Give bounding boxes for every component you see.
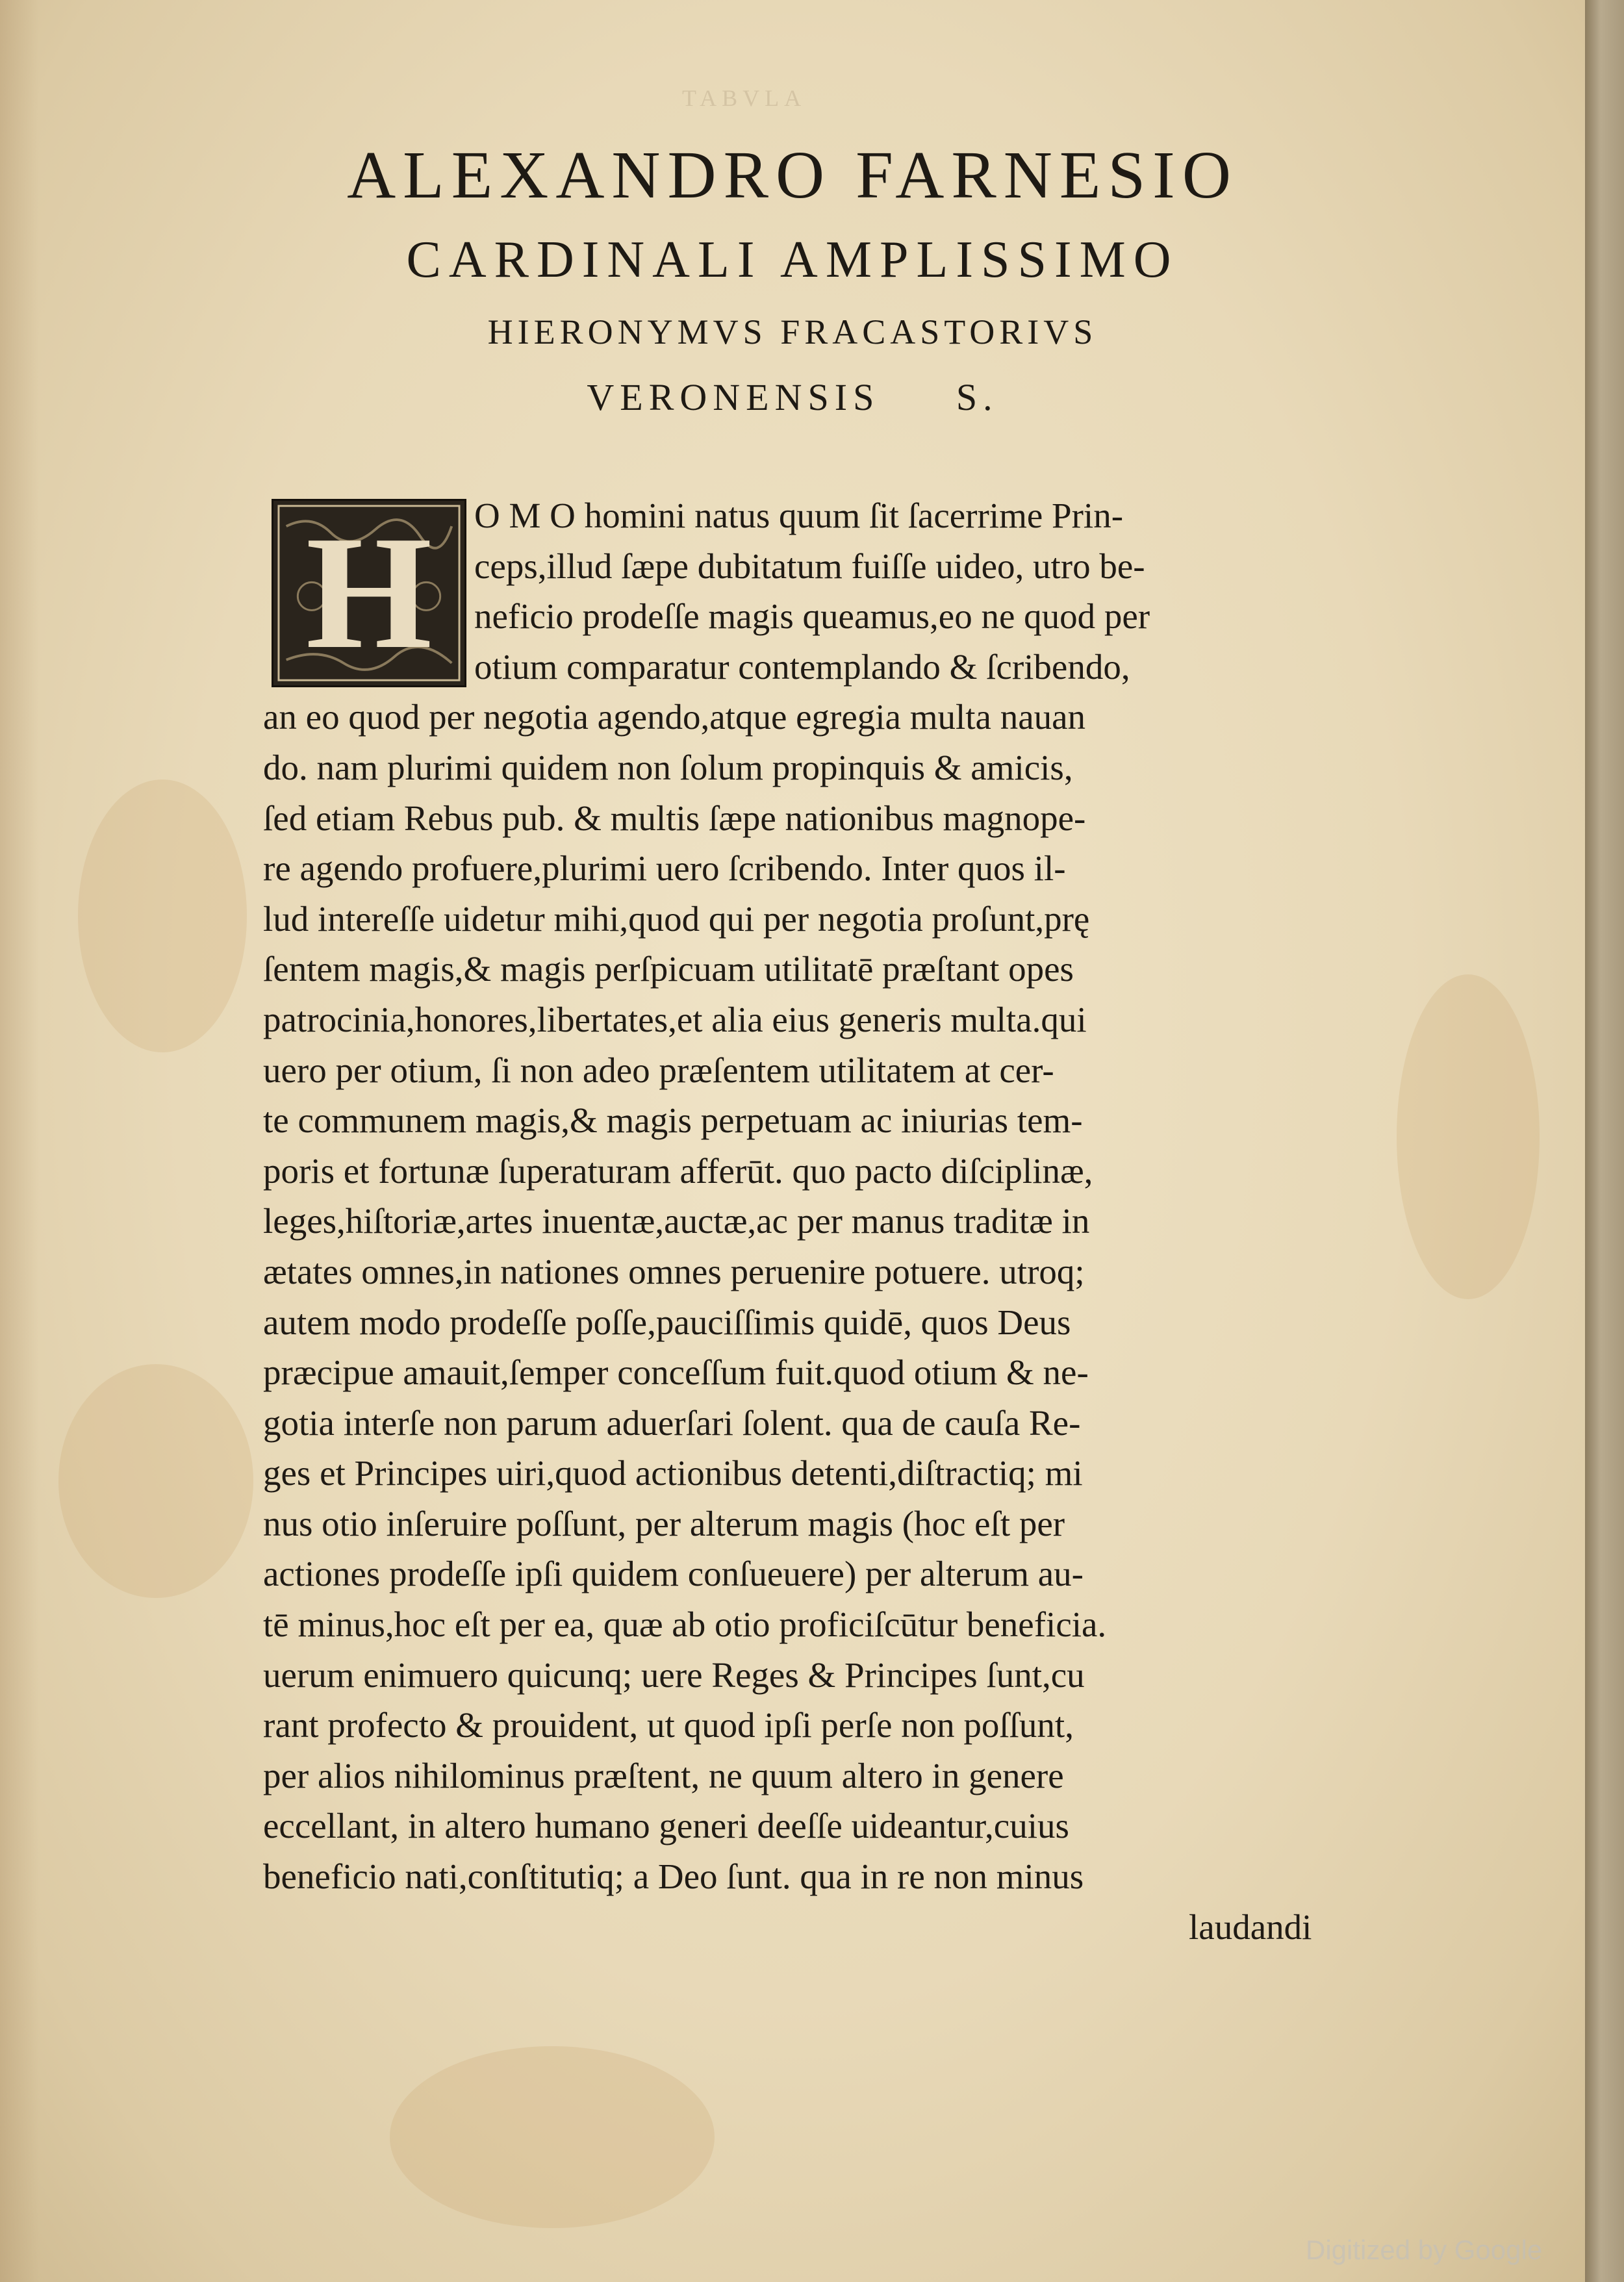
body-text [263, 490, 1380, 1902]
foxing-stain [78, 780, 247, 1052]
text-line: ſed etiam Rebus pub. & multis ſæpe nationibus magnope- [263, 798, 1086, 838]
text-line: per alios nihilominus præſtent, ne quum altero in genere [263, 1755, 1064, 1795]
digitized-watermark: Digitized by Google [1306, 2235, 1543, 2265]
text-line: eccellant, in altero humano generi deeſſe uideantur,cuius [263, 1806, 1069, 1846]
heading-line-1: ALEXANDRO FARNESIO [347, 138, 1238, 212]
text-line: leges,hiſtoriæ,artes inuentæ,auctæ,ac per manus traditæ in [263, 1201, 1090, 1241]
text-line: patrocinia,honores,libertates,et alia eius generis multa.qui [263, 999, 1087, 1039]
text-line: uero per otium, ſi non adeo præſentem utilitatem at cer- [263, 1050, 1054, 1090]
text-line: tē minus,hoc eſt per ea, quæ ab otio proficiſcūtur beneficia. [263, 1604, 1107, 1645]
text-line: O M O homini natus quum ſit ſacerrime Prin- [474, 496, 1124, 535]
text-line: an eo quod per negotia agendo,atque egregia multa nauan [263, 697, 1086, 737]
foxing-stain [1397, 974, 1540, 1299]
text-line: ceps,illud ſæpe dubitatum fuiſſe uideo, utro be- [474, 546, 1145, 586]
text-line: ætates omnes,in nationes omnes peruenire potuere. utroq; [263, 1251, 1085, 1291]
heading-line-4: VERONENSIS S. [587, 376, 998, 418]
initial-letter: H [305, 503, 433, 683]
heading-line-3: HIERONYMVS FRACASTORIVS [487, 312, 1098, 351]
text-line: otium comparatur contemplando & ſcribendo, [474, 646, 1130, 687]
text-line: do. nam plurimi quidem non ſolum propinquis & amicis, [263, 747, 1073, 787]
text-line: ges et Principes uiri,quod actionibus detenti,diſtractiq; mi [263, 1453, 1083, 1493]
text-line: gotia interſe non parum aduerſari ſolent. qua de cauſa Re- [263, 1402, 1081, 1443]
text-line: actiones prodeſſe ipſi quidem conſueuere) per alterum au- [263, 1554, 1084, 1594]
text-line: neficio prodeſſe magis queamus,eo ne quod per [474, 596, 1150, 637]
heading-line-2: CARDINALI AMPLISSIMO [406, 231, 1179, 288]
text-line: ſentem magis,& magis perſpicuam utilitatē præſtant opes [263, 949, 1074, 989]
text-line: beneficio nati,conſtitutiq; a Deo ſunt. qua in re non minus [263, 1857, 1084, 1897]
text-line: lud intereſſe uidetur mihi,quod qui per negotia proſunt,prę [263, 898, 1090, 939]
text-line: poris et fortunæ ſuperaturam afferūt. quo pacto diſciplinæ, [263, 1150, 1093, 1191]
page-edge [1585, 0, 1624, 2282]
foxing-stain [390, 2046, 715, 2228]
catchword: laudandi [1189, 1907, 1312, 1947]
text-line: re agendo profuere,plurimi uero ſcribendo. Inter quos il- [263, 848, 1066, 889]
text-line: nus otio inſeruire poſſunt, per alterum magis (hoc eſt per [263, 1503, 1065, 1543]
text-line: rant profecto & prouident, ut quod ipſi perſe non poſſunt, [263, 1705, 1074, 1745]
text-line: te communem magis,& magis perpetuam ac iniurias tem- [263, 1100, 1083, 1141]
text-line: autem modo prodeſſe poſſe,pauciſſimis quidē, quos Deus [263, 1302, 1071, 1342]
text-line: uerum enimuero quicunq; uere Reges & Principes ſunt,cu [263, 1654, 1085, 1695]
show-through-text: TABVLA [682, 85, 807, 111]
text-line: præcipue amauit,ſemper conceſſum fuit.quod otium & ne- [263, 1352, 1089, 1393]
foxing-stain [58, 1364, 253, 1598]
